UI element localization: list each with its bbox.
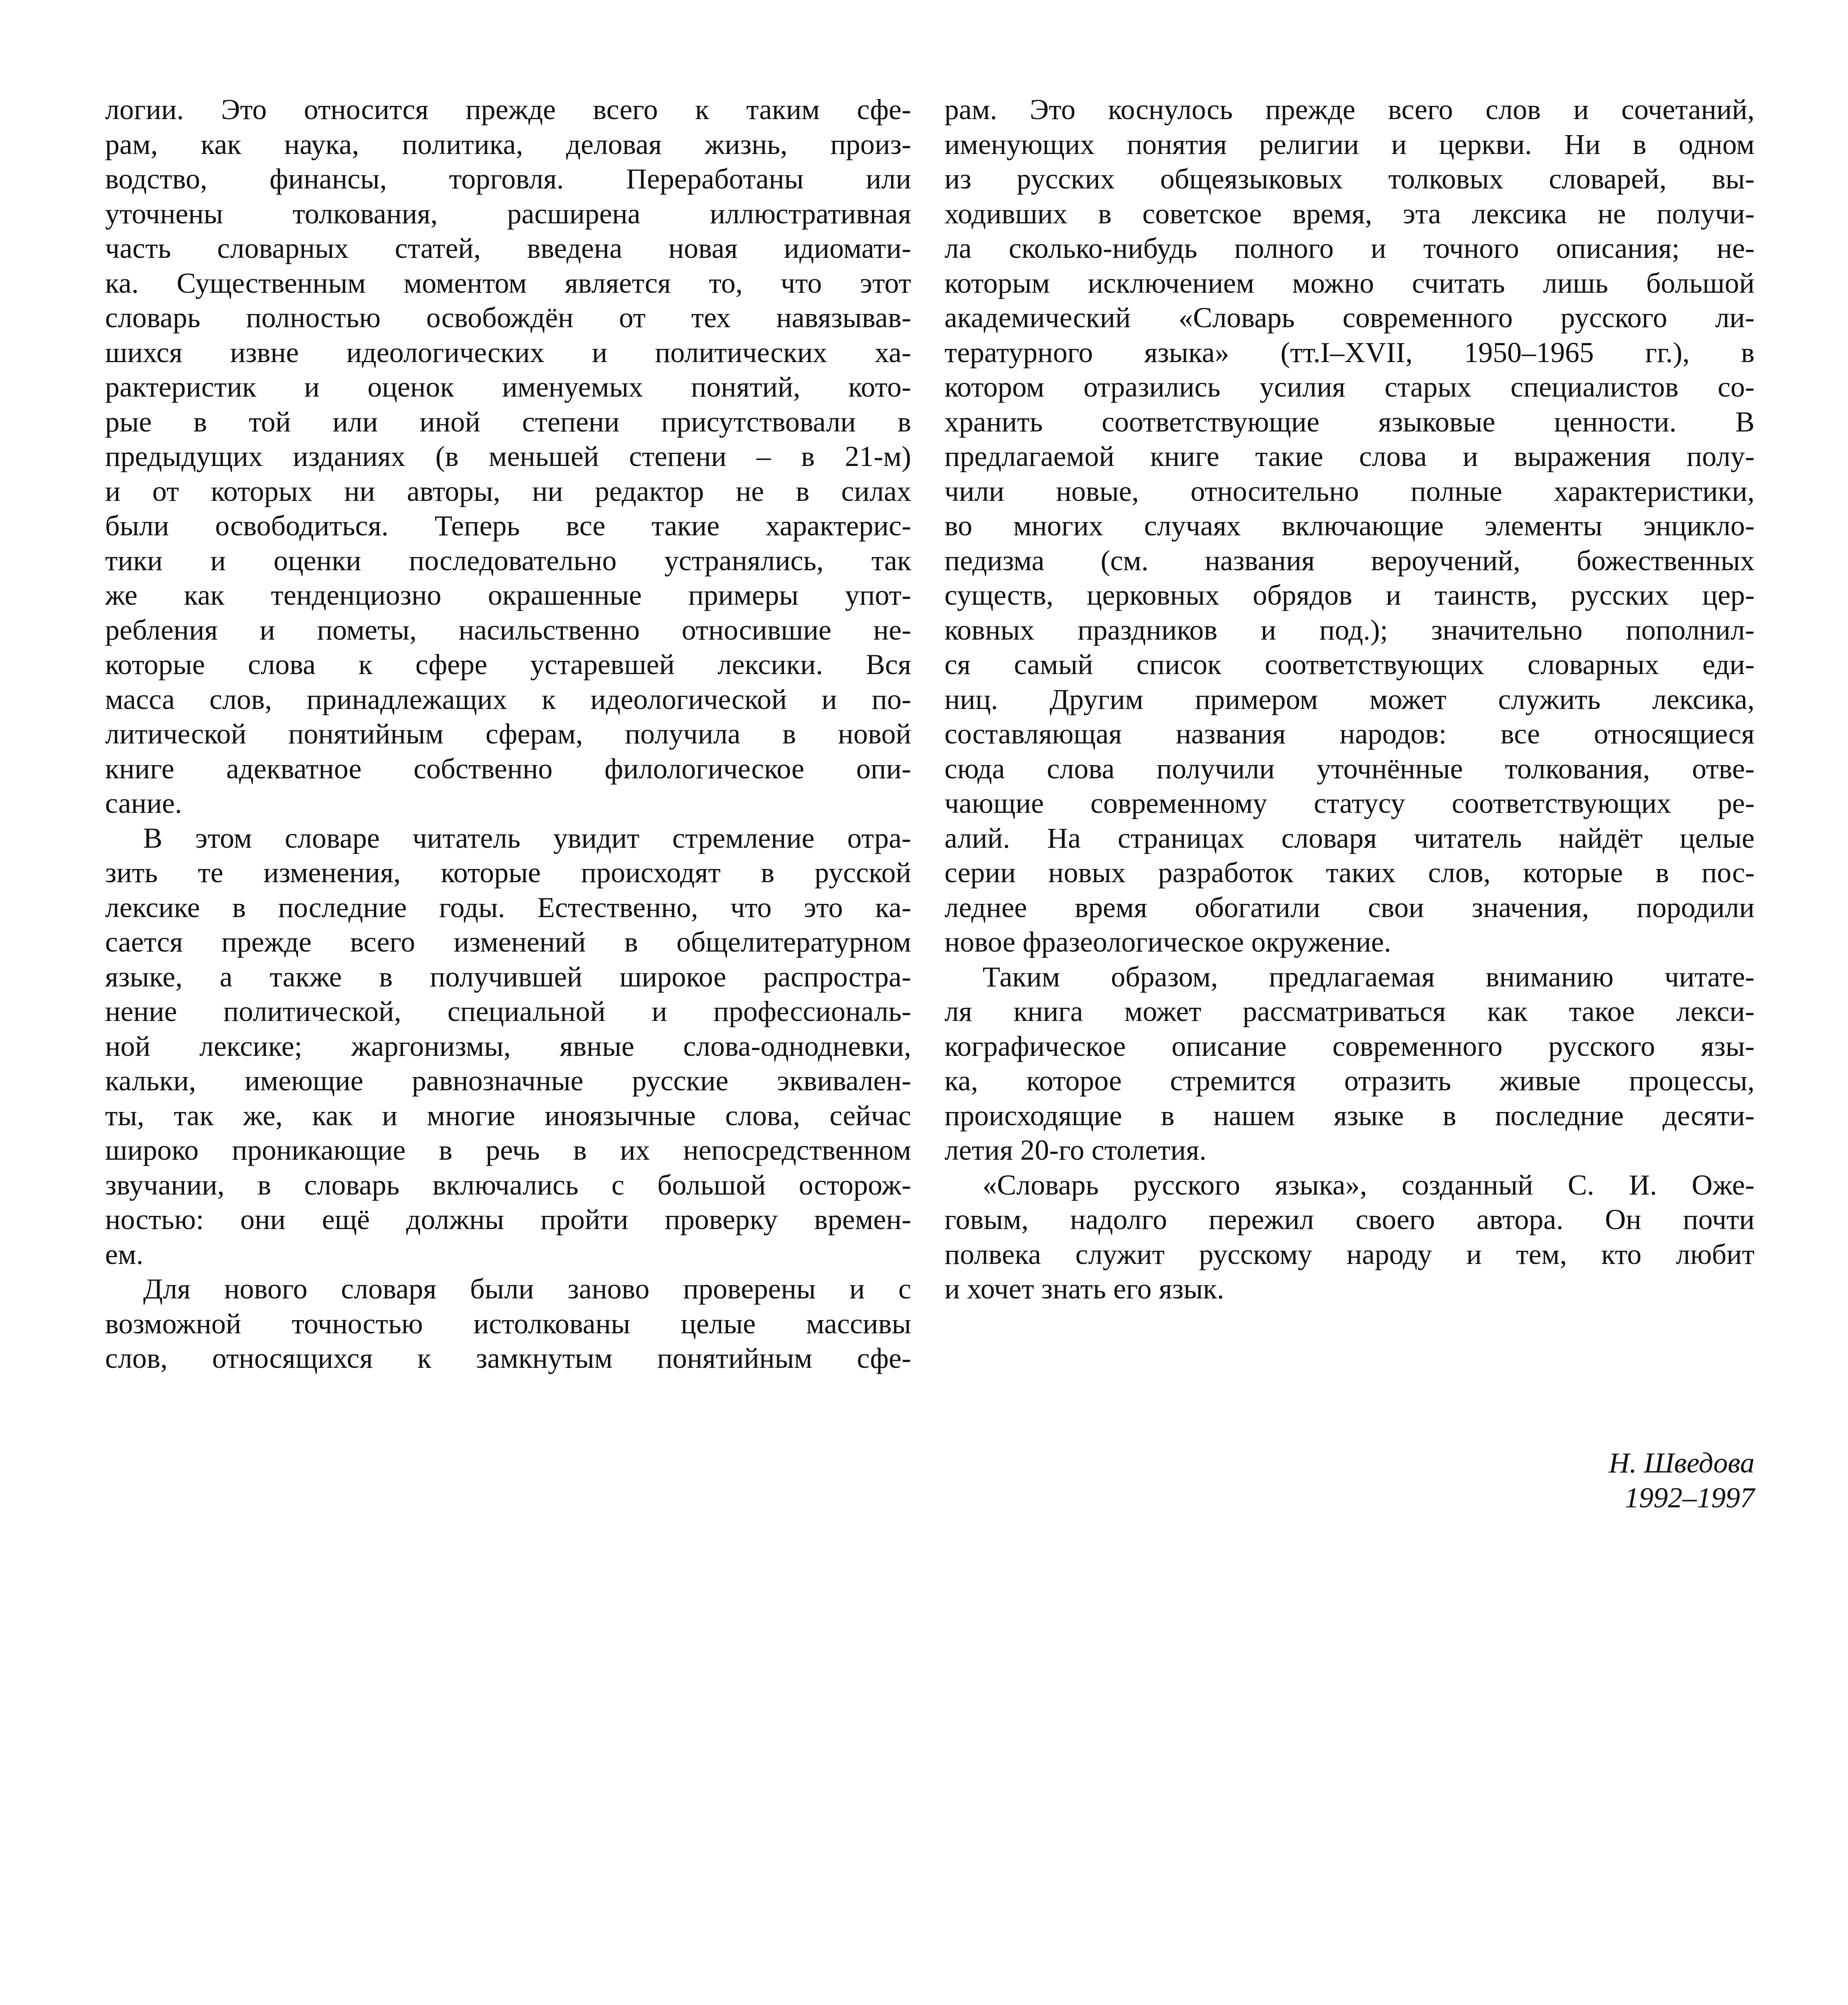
text-line: ка, которое стремится отразить живые процессы, [944,1065,1755,1097]
right-text-column [944,92,1755,1306]
text-line: и хочет знать его язык. [944,1273,1224,1305]
text-line: сюда слова получили уточнённые толкования, отве- [944,752,1755,785]
text-line: кальки, имеющие равнозначные русские эквивален- [105,1065,911,1097]
author-signature [1609,1446,1755,1515]
text-line: масса слов, принадлежащих к идеологической и по- [105,683,911,715]
text-line: были освободиться. Теперь все такие характерис- [105,510,911,542]
text-line: лексике в последние годы. Естественно, что это ка- [105,891,911,924]
text-line: уточнены толкования, расширена иллюстративная [105,197,911,230]
text-line: шихся извне идеологических и политических ха- [105,336,911,369]
text-line: зить те изменения, которые происходят в русской [105,857,911,889]
text-line: которые слова к сфере устаревшей лексики. Вся [105,648,911,680]
text-line: серии новых разработок таких слов, которые в пос- [944,857,1755,889]
text-line: полвека служит русскому народу и тем, кто любит [944,1238,1755,1270]
text-line: широко проникающие в речь в их непосредственном [105,1134,911,1166]
text-line: тературного языка» (тт.I–XVII, 1950–1965 гг.), в [944,336,1755,369]
text-line: котором отразились усилия старых специалистов со- [944,371,1755,403]
text-line: Таким образом, предлагаемая вниманию читате- [983,960,1755,993]
text-line: происходящие в нашем языке в последние десяти- [944,1099,1755,1132]
text-line: ля книга может рассматриваться как такое лекси- [944,995,1755,1027]
text-line: ты, так же, как и многие иноязычные слова, сейчас [105,1099,911,1132]
text-line: рам. Это коснулось прежде всего слов и сочетаний, [944,93,1755,126]
text-line: хранить соответствующие языковые ценности. В [944,405,1755,438]
signature-years: 1992–1997 [1625,1481,1755,1514]
text-line: новое фразеологическое окружение. [944,926,1391,958]
text-line: которым исключением можно считать лишь большой [944,267,1755,299]
text-line: книге адекватное собственно филологическое опи- [105,752,911,785]
text-line: водство, финансы, торговля. Переработаны или [105,163,911,195]
text-line: ходивших в советское время, эта лексика не получи- [944,197,1755,230]
text-line: литической понятийным сферам, получила в новой [105,718,911,750]
text-line: предлагаемой книге такие слова и выражения полу- [944,440,1755,472]
text-line: ной лексике; жаргонизмы, явные слова-однодневки, [105,1030,911,1062]
text-line: ковных праздников и под.); значительно пополнил- [944,614,1755,646]
text-line: ка. Существенным моментом является то, что этот [105,267,911,299]
text-line: сание. [105,787,182,819]
text-line: же как тенденциозно окрашенные примеры упот- [105,579,911,611]
text-line: леднее время обогатили свои значения, породили [944,891,1755,924]
text-line: ся самый список соответствующих словарных еди- [944,648,1755,680]
text-line: составляющая названия народов: все относящиеся [944,718,1755,750]
text-line: звучании, в словарь включались с большой осторож- [105,1169,911,1201]
text-line: возможной точностью истолкованы целые массивы [105,1307,911,1340]
text-line: «Словарь русского языка», созданный С. И. Оже- [983,1169,1755,1201]
text-line: чающие современному статусу соответствующих ре- [944,787,1755,819]
text-line: говым, надолго пережил своего автора. Он почти [944,1203,1755,1235]
text-line: языке, а также в получившей широкое распростра- [105,960,911,993]
text-line: логии. Это относится прежде всего к таким сфе- [105,93,911,126]
text-line: рам, как наука, политика, деловая жизнь, произ- [105,128,911,160]
text-line: часть словарных статей, введена новая идиомати- [105,232,911,264]
text-line: летия 20-го столетия. [944,1134,1207,1166]
text-line: тики и оценки последовательно устранялись, так [105,544,911,577]
text-line: во многих случаях включающие элементы энцикло- [944,510,1755,542]
text-line: рые в той или иной степени присутствовали в [105,405,911,438]
text-line: нение политической, специальной и профессиональ- [105,995,911,1027]
text-line: ностью: они ещё должны пройти проверку времен- [105,1203,911,1235]
text-line: ниц. Другим примером может служить лексика, [944,683,1755,715]
text-line: сается прежде всего изменений в общелитературном [105,926,911,958]
text-line: ла сколько-нибудь полного и точного описания; не- [944,232,1755,264]
text-line: Для нового словаря были заново проверены и с [143,1273,911,1305]
text-line: ем. [105,1238,144,1270]
text-line: словарь полностью освобождён от тех навязывав- [105,302,911,334]
text-line: педизма (см. названия вероучений, божественных [944,544,1755,577]
text-line: рактеристик и оценок именуемых понятий, кото- [105,371,911,403]
text-line: чили новые, относительно полные характеристики, [944,475,1755,507]
text-line: ребления и пометы, насильственно относившие не- [105,614,911,646]
text-line: слов, относящихся к замкнутым понятийным сфе- [105,1342,911,1374]
text-line: из русских общеязыковых толковых словарей, вы- [944,163,1755,195]
text-line: кографическое описание современного русского язы- [944,1030,1755,1062]
text-line: именующих понятия религии и церкви. Ни в одном [944,128,1755,160]
left-text-column [105,92,911,1376]
text-line: алий. На страницах словаря читатель найдёт целые [944,822,1755,854]
text-line: академический «Словарь современного русского ли- [944,302,1755,334]
text-line: В этом словаре читатель увидит стремление отра- [143,822,911,854]
author-name: Н. Шведова [1609,1447,1755,1479]
text-line: существ, церковных обрядов и таинств, русских цер- [944,579,1755,611]
text-line: и от которых ни авторы, ни редактор не в силах [105,475,911,507]
text-line: предыдущих изданиях (в меньшей степени – в 21-м) [105,440,911,472]
